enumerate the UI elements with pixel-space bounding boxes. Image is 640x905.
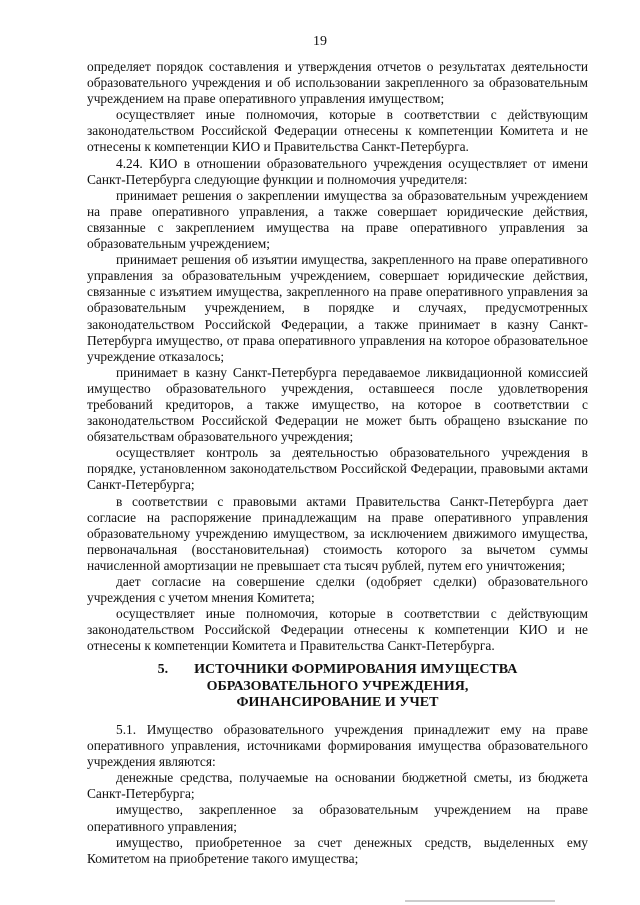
paragraph: определяет порядок составления и утверждения отчетов о результатах деятельности образовательного учреждения и об использовании закрепленного за образовательным учреждением на праве оперативного управления имуществом; <box>87 59 588 107</box>
paragraph: принимает в казну Санкт-Петербурга передаваемое ликвидационной комиссией имущество образовательного учреждения, оставшееся после удовлетворения требований кредиторов, а также имущество, на которое в соответствии с законодательством Российской Федерации не может быть обращено взыскание по обязательствам образовательного учреждения; <box>87 364 588 445</box>
paragraph: дает согласие на совершение сделки (одобряет сделки) образовательного учреждения с учетом мнения Комитета; <box>87 574 588 606</box>
page-number: 19 <box>313 34 327 49</box>
paragraph: принимает решения об изъятии имущества, закрепленного на праве оперативного управления за образовательным учреждением, совершает юридические действия, связанные с изъятием имущества, закрепленного на праве оперативного управления за образовательным учреждением, в порядке и случаях, предусмотренных законодательством Российской Федерации, а также принимает в казну Санкт-Петербурга имущество, от права оперативного управления на которое образовательное учреждение отказалось; <box>87 252 588 364</box>
paragraph: 4.24. КИО в отношении образовательного учреждения осуществляет от имени Санкт-Петербурга следующие функции и полномочия учредителя: <box>87 155 588 187</box>
paragraph: принимает решения о закреплении имущества за образовательным учреждением на праве оперативного управления, а также совершает юридические действия, связанные с закреплением имущества на праве оперативного управления за образовательным учреждением; <box>87 187 588 252</box>
paragraph: денежные средства, получаемые на основании бюджетной сметы, из бюджета Санкт-Петербурга; <box>87 770 588 802</box>
section-title-line1: ИСТОЧНИКИ ФОРМИРОВАНИЯ ИМУЩЕСТВА <box>194 662 518 678</box>
paragraph: осуществляет контроль за деятельностью образовательного учреждения в порядке, установленном законодательством Российской Федерации, правовыми актами Санкт-Петербурга; <box>87 445 588 493</box>
section-title-line2: ОБРАЗОВАТЕЛЬНОГО УЧРЕЖДЕНИЯ, <box>206 678 469 694</box>
section-number: 5. <box>157 662 169 678</box>
section-heading <box>87 662 588 712</box>
section-heading-line <box>87 662 588 679</box>
paragraph: имущество, закрепленное за образовательным учреждением на праве оперативного управления; <box>87 802 588 834</box>
paragraph: имущество, приобретенное за счет денежных средств, выделенных ему Комитетом на приобретение такого имущества; <box>87 834 588 866</box>
paragraph: осуществляет иные полномочия, которые в соответствии с действующим законодательством Российской Федерации отнесены к компетенции Комитета и не отнесены к компетенции КИО и Правительства Санкт-Петербурга. <box>87 107 588 155</box>
scan-edge-mark <box>405 900 555 902</box>
paragraph: осуществляет иные полномочия, которые в соответствии с действующим законодательством Российской Федерации отнесены к компетенции КИО и не отнесены к компетенции Комитета и Правительства Санкт-Петербурга. <box>87 606 588 654</box>
section-title-line3: ФИНАНСИРОВАНИЕ И УЧЕТ <box>236 695 439 711</box>
document-body <box>87 59 588 867</box>
paragraph: в соответствии с правовыми актами Правительства Санкт-Петербурга дает согласие на распоряжение принадлежащим на праве оперативного управления образовательному учреждению имуществом, за исключением движимого имущества, первоначальная (восстановительная) стоимость которого за вычетом суммы начисленной амортизации не превышает ста тысяч рублей, путем его уничтожения; <box>87 493 588 573</box>
paragraph: 5.1. Имущество образовательного учреждения принадлежит ему на праве оперативного управления, источниками формирования имущества образовательного учреждения являются: <box>87 721 588 770</box>
